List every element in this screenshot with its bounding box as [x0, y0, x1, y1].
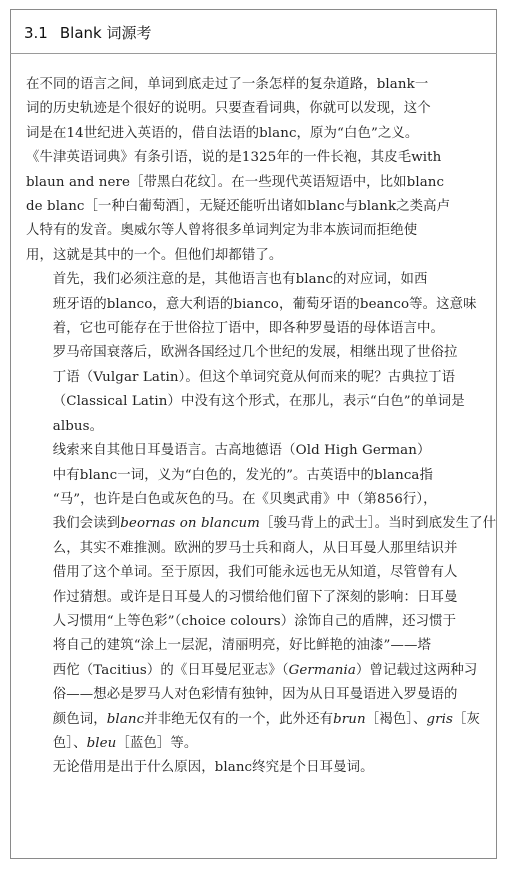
text-segment: 我们会读到	[52, 516, 121, 532]
italic-term: gris	[426, 711, 454, 727]
paragraph-4	[26, 756, 484, 780]
text-line	[26, 317, 484, 341]
text-segment: 词的历史轨迹是个很好的说明。只要查看词典，你就可以发现，这个	[26, 101, 431, 117]
paragraph-2	[26, 268, 484, 439]
paragraph-3	[26, 439, 497, 756]
text-line	[26, 610, 484, 634]
text-line	[26, 122, 484, 146]
italic-term: Germania	[288, 662, 356, 678]
text-segment: 西佗（Tacitius）的《日耳曼尼亚志》（	[52, 662, 289, 678]
text-line	[26, 341, 484, 365]
text-segment: （Classical Latin）中没有这个形式，在那儿，表示“白色”的单词是	[52, 394, 465, 410]
italic-term: brun	[333, 711, 366, 727]
text-line	[26, 683, 484, 707]
text-line	[26, 244, 484, 268]
text-segment: 色］、	[52, 735, 87, 751]
text-line	[26, 390, 484, 414]
text-line	[26, 171, 484, 195]
text-line	[26, 512, 497, 536]
text-line	[26, 464, 484, 488]
text-line	[26, 293, 484, 317]
text-segment: 在不同的语言之间，单词到底走过了一条怎样的复杂道路，blank一	[26, 77, 429, 92]
text-line	[26, 146, 484, 170]
text-line	[26, 537, 484, 561]
italic-term: beornas on blancum	[120, 516, 260, 532]
heading-divider	[10, 53, 497, 54]
text-segment: 人习惯用“上等色彩”（choice colours）涂饰自己的盾牌，还习惯于	[52, 613, 457, 629]
text-line	[26, 219, 484, 243]
text-segment: 词是在14世纪进入英语的，借自法语的blanc，原为“白色”之义。	[26, 125, 419, 141]
text-line	[26, 708, 484, 732]
text-segment: albus。	[52, 418, 104, 434]
text-line	[26, 756, 484, 780]
text-segment: 无论借用是出于什么原因，blanc终究是个日耳曼词。	[52, 760, 374, 776]
text-segment: 么，其实不难推测。欧洲的罗马士兵和商人，从日耳曼人那里结识并	[52, 540, 458, 556]
text-segment: 用，这就是其中的一个。但他们却都错了。	[26, 247, 283, 263]
text-line	[26, 439, 484, 463]
text-segment: 借用了这个单词。至于原因，我们可能永远也无从知道，尽管曾有人	[52, 565, 458, 581]
text-line	[26, 415, 484, 439]
text-segment: 作过猜想。或许是日耳曼人的习惯给他们留下了深刻的影响：日耳曼	[52, 589, 458, 605]
section-number: 3.1	[24, 24, 48, 42]
text-line	[26, 732, 484, 756]
text-segment: “马”，也许是白色或灰色的马。在《贝奥武甫》中（第856行），	[52, 491, 437, 507]
text-segment: 中有blanc一词，义为“白色的，发光的”。古英语中的blanca指	[52, 467, 433, 483]
text-segment: 着，它也可能存在于世俗拉丁语中，即各种罗曼语的母体语言中。	[52, 321, 445, 337]
text-segment: ［褐色］、	[365, 711, 427, 727]
article-body	[26, 73, 497, 781]
section-heading	[24, 22, 151, 43]
italic-term: bleu	[86, 735, 117, 751]
text-segment: ［骏马背上的武士］。当时到底发生了什	[259, 516, 497, 532]
text-line	[26, 97, 484, 121]
text-line	[26, 488, 484, 512]
text-line	[26, 73, 484, 97]
text-segment: de blanc［一种白葡萄酒］，无疑还能听出诸如blanc与blank之类高卢	[26, 199, 451, 215]
text-segment: ［灰	[453, 711, 481, 727]
text-segment: ）曾记载过这两种习	[356, 662, 478, 678]
text-line	[26, 561, 484, 585]
text-line	[26, 268, 484, 292]
text-segment: 班牙语的blanco，意大利语的bianco，葡萄牙语的beanco等。这意味	[52, 296, 477, 312]
text-line	[26, 634, 484, 658]
text-line	[26, 586, 484, 610]
text-segment: ［蓝色］等。	[116, 735, 198, 751]
text-segment: 线索来自其他日耳曼语言。古高地德语（Old High German）	[52, 443, 431, 459]
text-segment: 《牛津英语词典》有条引语，说的是1325年的一件长袍，其皮毛with	[26, 150, 442, 166]
text-segment: 颜色词，	[52, 711, 107, 727]
text-segment: 俗——想必是罗马人对色彩情有独钟，因为从日耳曼语进入罗曼语的	[52, 687, 458, 703]
text-segment: 罗马帝国衰落后，欧洲各国经过几个世纪的发展，相继出现了世俗拉	[52, 345, 458, 361]
text-segment: 人特有的发音。奥威尔等人曾将很多单词判定为非本族词而拒绝使	[26, 223, 418, 239]
text-line	[26, 195, 484, 219]
text-segment: 首先，我们必须注意的是，其他语言也有blanc的对应词，如西	[52, 272, 428, 288]
text-segment: 丁语（Vulgar Latin）。但这个单词究竟从何而来的呢？古典拉丁语	[52, 369, 456, 385]
text-line	[26, 366, 484, 390]
text-segment: blaun and nere［带黑白花纹］。在一些现代英语短语中，比如blanc	[26, 174, 445, 190]
text-line	[26, 659, 484, 683]
section-title: Blank 词源考	[59, 24, 152, 42]
text-segment: 并非绝无仅有的一个，此外还有	[144, 711, 334, 727]
paragraph-1	[26, 73, 484, 268]
text-segment: 将自己的建筑“涂上一层泥，清丽明亮，好比鲜艳的油漆”——塔	[52, 638, 431, 654]
italic-term: blanc	[106, 711, 145, 727]
